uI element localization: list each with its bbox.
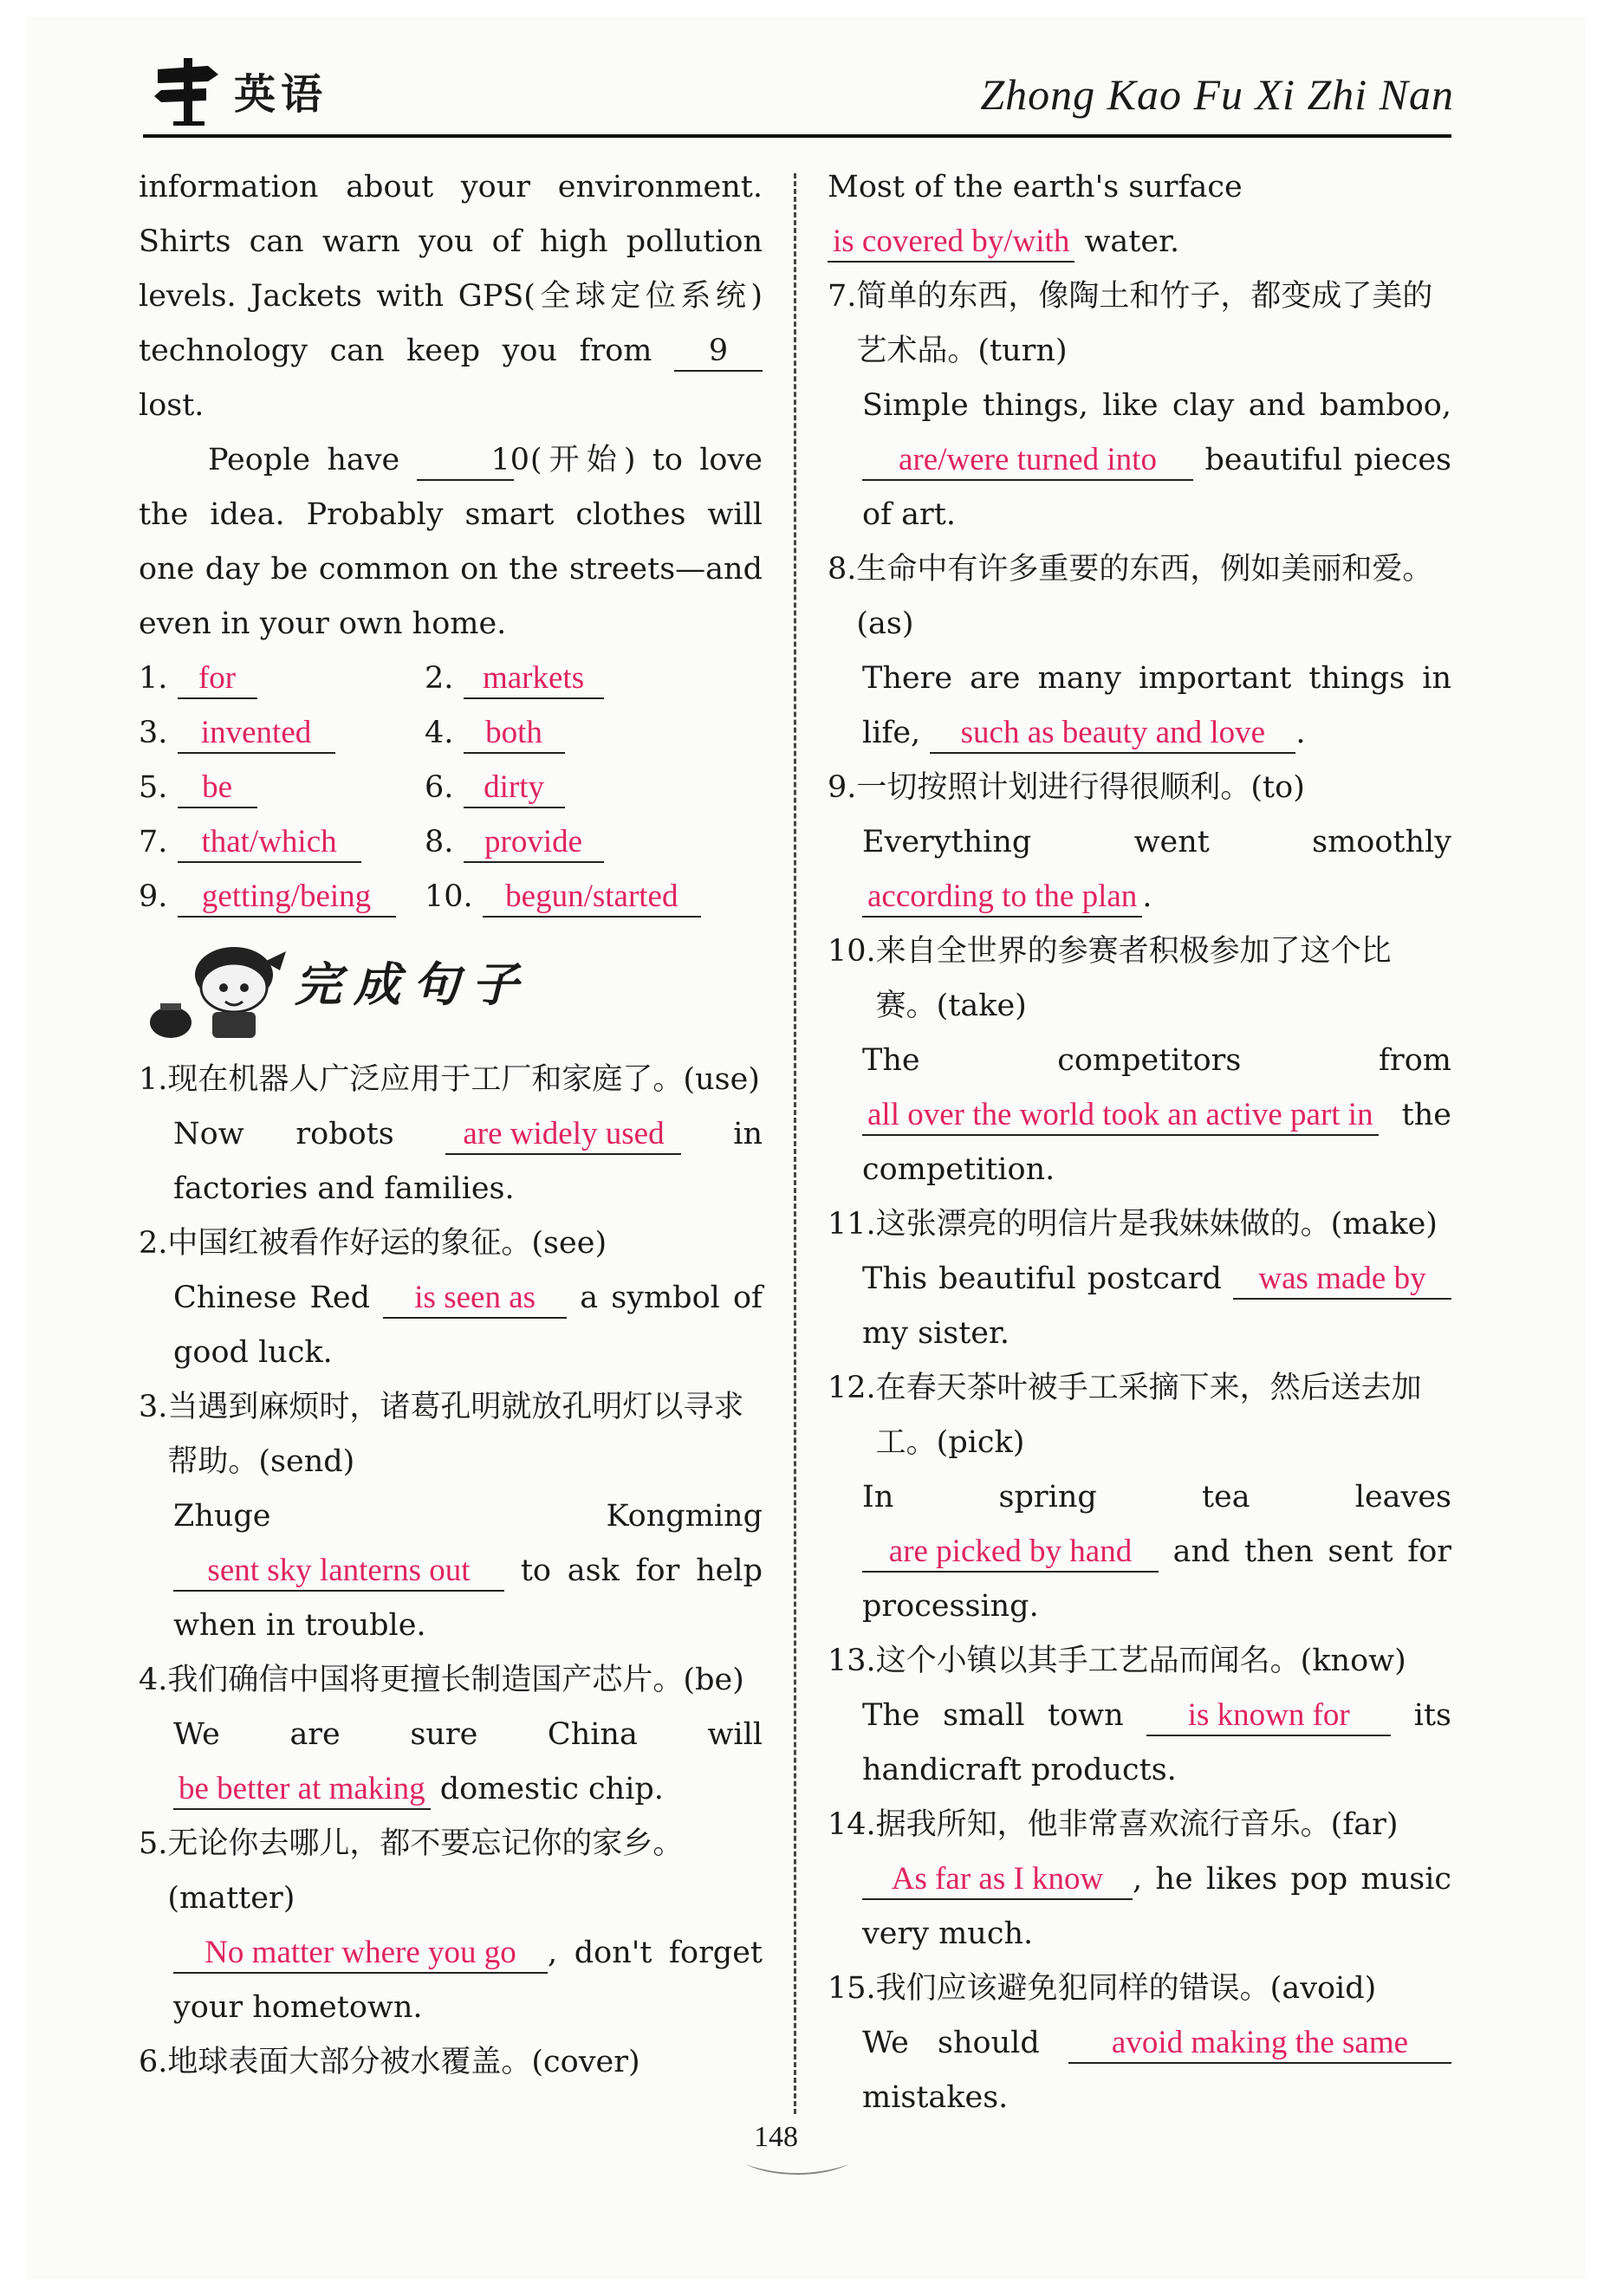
chinese-prompt: 地球表面大部分被水覆盖。(cover) bbox=[167, 2045, 640, 2079]
answer-blank: is seen as bbox=[383, 1279, 567, 1319]
exercise-item-9: 9. 一切按照计划进行得很顺利。(to) Everything went smoothly according to the plan . bbox=[828, 761, 1451, 924]
chinese-prompt: 这个小镇以其手工艺品而闻名。(know) bbox=[875, 1644, 1406, 1678]
passage-text: information about your environment. Shirts can warn you of high pollution levels. Jackets with GPS(全球定位系统) technology can keep you from bbox=[139, 170, 763, 368]
passage-text: People have bbox=[208, 443, 400, 477]
chinese-prompt: 当遇到麻烦时，诸葛孔明就放孔明灯以寻求帮助。(send) bbox=[167, 1390, 744, 1479]
passage-blank-9: 9 bbox=[674, 332, 763, 372]
answer-item: 5. be bbox=[139, 761, 425, 815]
passage-text: lost. bbox=[139, 388, 204, 423]
answer-blank: was made by bbox=[1233, 1260, 1451, 1300]
exercise-item-14: 14. 据我所知，他非常喜欢流行音乐。(far) As far as I know , he likes pop music very much. bbox=[828, 1798, 1451, 1962]
cartoon-boy-with-pot-icon bbox=[143, 936, 290, 1048]
exercise-item-6-prompt: 6. 地球表面大部分被水覆盖。(cover) bbox=[139, 2035, 763, 2090]
answer-blank: be bbox=[178, 769, 257, 808]
answer-blank: provide bbox=[464, 823, 604, 863]
answer-item: 6. dirty bbox=[425, 761, 763, 815]
exercise-item-5: 5. 无论你去哪儿，都不要忘记你的家乡。(matter) No matter where you go , don't forget your hometown. bbox=[139, 1817, 763, 2035]
answer-blank: sent sky lanterns out bbox=[173, 1552, 504, 1592]
signpost-logo-icon bbox=[154, 54, 224, 127]
section-title: 完成句子 bbox=[295, 957, 530, 1012]
exercise-item-8: 8. 生命中有许多重要的东西，例如美丽和爱。(as) There are many important things in life, such as beauty and love . bbox=[828, 542, 1451, 761]
exercise-item-7: 7. 简单的东西，像陶土和竹子，都变成了美的艺术品。(turn) Simple things, like clay and bamboo, are/were turned into beautiful pieces of art. bbox=[828, 269, 1451, 542]
answer-blank: As far as I know bbox=[862, 1860, 1133, 1900]
passage-paragraph-2 bbox=[139, 433, 763, 652]
section-heading bbox=[139, 931, 763, 1053]
header-subject: 英语 bbox=[234, 70, 328, 119]
exercise-item-10: 10. 来自全世界的参赛者积极参加了这个比赛。(take) The competitors from all over the world took an active part in the competition. bbox=[828, 924, 1451, 1197]
chinese-prompt: 一切按照计划进行得很顺利。(to) bbox=[856, 770, 1305, 805]
answer-blank: getting/being bbox=[178, 878, 396, 918]
answer-blank: dirty bbox=[464, 769, 565, 808]
answer-key bbox=[139, 652, 763, 924]
page-number: 148 bbox=[754, 2121, 798, 2153]
answer-item: 8. provide bbox=[425, 815, 763, 870]
exercise-item-4: 4. 我们确信中国将更擅长制造国产芯片。(be) We are sure China will be better at making domestic chip. bbox=[139, 1653, 763, 1817]
header-rule bbox=[143, 134, 1451, 138]
chinese-prompt: 无论你去哪儿，都不要忘记你的家乡。(matter) bbox=[167, 1826, 684, 1916]
answer-item: 3. invented bbox=[139, 706, 425, 761]
answer-blank: No matter where you go bbox=[173, 1934, 548, 1974]
exercise-item-11: 11. 这张漂亮的明信片是我妹妹做的。(make) This beautiful postcard was made by my sister. bbox=[828, 1197, 1451, 1361]
column-divider bbox=[794, 173, 796, 2114]
left-column bbox=[139, 160, 763, 2090]
answer-blank: all over the world took an active part in bbox=[862, 1096, 1379, 1136]
chinese-prompt: 来自全世界的参赛者积极参加了这个比赛。(take) bbox=[875, 934, 1392, 1023]
exercise-item-2: 2. 中国红被看作好运的象征。(see) Chinese Red is seen as a symbol of good luck. bbox=[139, 1216, 763, 1380]
answer-blank: markets bbox=[464, 659, 604, 699]
answer-blank: are widely used bbox=[445, 1115, 681, 1155]
answer-item: 2. markets bbox=[425, 652, 763, 706]
right-column bbox=[828, 160, 1451, 2125]
answer-item: 1. for bbox=[139, 652, 425, 706]
answer-item: 7. that/which bbox=[139, 815, 425, 870]
exercise-item-15: 15. 我们应该避免犯同样的错误。(avoid) We should avoid making the same mistakes. bbox=[828, 1962, 1451, 2125]
answer-blank: is covered by/with bbox=[828, 223, 1074, 263]
chinese-prompt: 我们确信中国将更擅长制造国产芯片。(be) bbox=[167, 1663, 744, 1697]
answer-blank: is known for bbox=[1146, 1696, 1391, 1736]
answer-blank: begun/started bbox=[483, 878, 701, 918]
answer-blank: invented bbox=[178, 714, 335, 754]
chinese-prompt: 我们应该避免犯同样的错误。(avoid) bbox=[875, 1971, 1377, 2006]
chinese-prompt: 在春天茶叶被手工采摘下来，然后送去加工。(pick) bbox=[875, 1371, 1422, 1460]
chinese-prompt: 这张漂亮的明信片是我妹妹做的。(make) bbox=[875, 1207, 1438, 1242]
answer-blank: avoid making the same bbox=[1068, 2024, 1451, 2064]
exercise-item-1: 1. 现在机器人广泛应用于工厂和家庭了。(use) Now robots are widely used in factories and families. bbox=[139, 1053, 763, 1216]
answer-blank: are/were turned into bbox=[862, 441, 1193, 481]
answer-item: 9. getting/being bbox=[139, 870, 425, 924]
exercise-item-12: 12. 在春天茶叶被手工采摘下来，然后送去加工。(pick) In spring tea leaves are picked by hand and then sent for processing. bbox=[828, 1361, 1451, 1634]
exercise-item-13: 13. 这个小镇以其手工艺品而闻名。(know) The small town is known for its handicraft products. bbox=[828, 1634, 1451, 1798]
exercise-item-3: 3. 当遇到麻烦时，诸葛孔明就放孔明灯以寻求帮助。(send) Zhuge Kongming sent sky lanterns out to ask for help when in trouble. bbox=[139, 1380, 763, 1653]
header-series-title: Zhong Kao Fu Xi Zhi Nan bbox=[980, 70, 1454, 119]
answer-blank: both bbox=[464, 714, 565, 754]
answer-blank: be better at making bbox=[173, 1770, 431, 1810]
passage-blank-10: 10 bbox=[417, 441, 514, 481]
chinese-prompt: 简单的东西，像陶土和竹子，都变成了美的艺术品。(turn) bbox=[856, 279, 1433, 368]
answer-blank: for bbox=[178, 659, 257, 699]
chinese-prompt: 生命中有许多重要的东西，例如美丽和爱。(as) bbox=[856, 552, 1433, 641]
passage-paragraph-1 bbox=[139, 160, 763, 433]
answer-item: 10. begun/started bbox=[425, 870, 763, 924]
answer-blank: according to the plan bbox=[862, 878, 1142, 918]
answer-item: 4. both bbox=[425, 706, 763, 761]
answer-blank: such as beauty and love bbox=[930, 714, 1295, 754]
chinese-prompt: 中国红被看作好运的象征。(see) bbox=[167, 1226, 607, 1261]
exercise-item-6-answer: Most of the earth's surface is covered by/with water. bbox=[828, 160, 1451, 269]
answer-blank: are picked by hand bbox=[862, 1533, 1159, 1573]
answer-blank: that/which bbox=[178, 823, 361, 863]
chinese-prompt: 据我所知，他非常喜欢流行音乐。(far) bbox=[875, 1807, 1399, 1842]
chinese-prompt: 现在机器人广泛应用于工厂和家庭了。(use) bbox=[167, 1062, 760, 1097]
passage-text: (开始) to love the idea. Probably smart clothes will one day be common on the streets—and even in your own home. bbox=[139, 443, 763, 641]
